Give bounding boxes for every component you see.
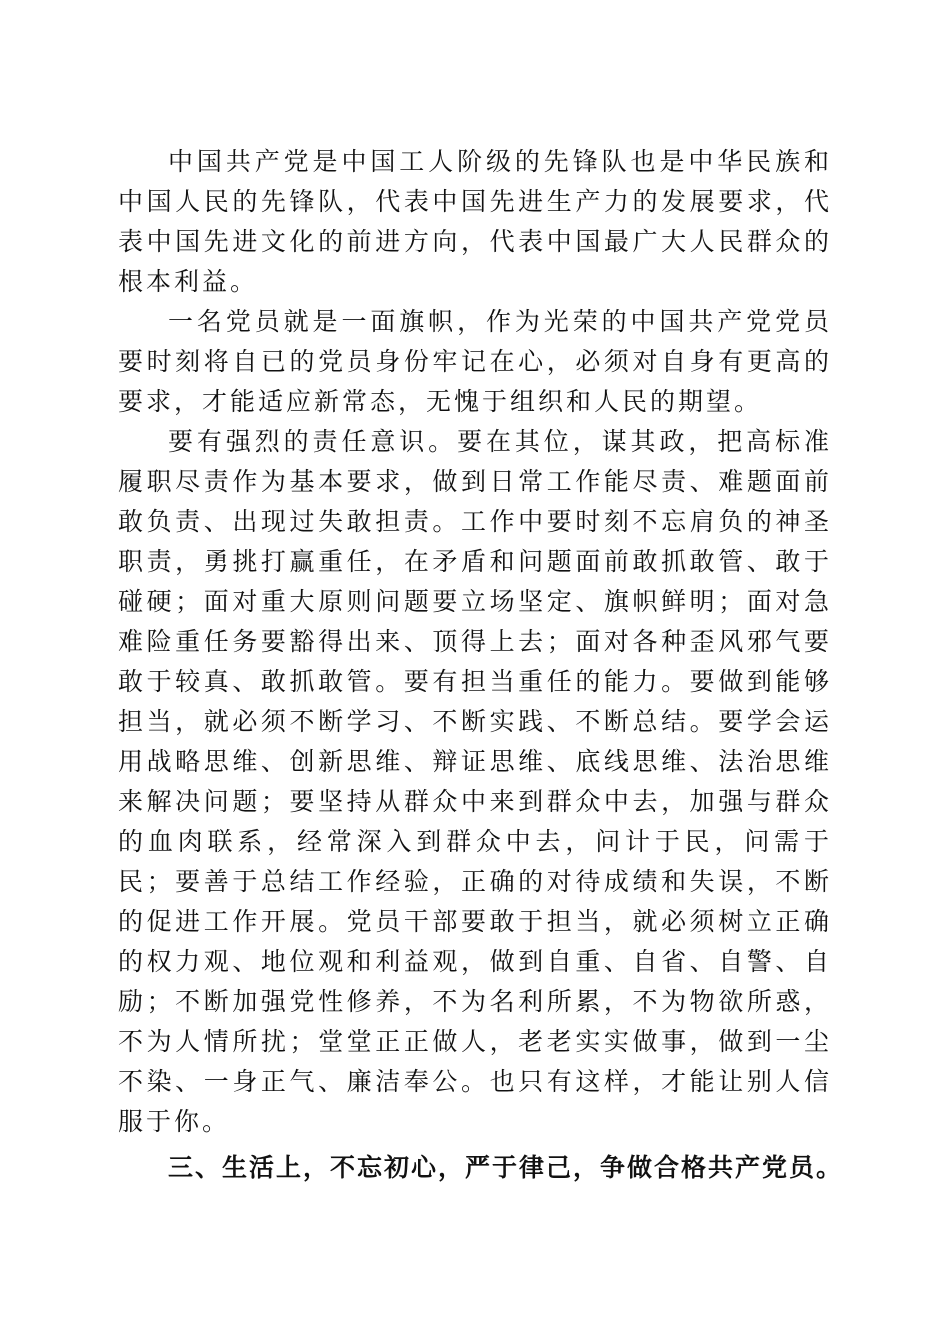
paragraph-responsibility: 要有强烈的责任意识。要在其位，谋其政，把高标准履职尽责作为基本要求，做到日常工作能尽责、难题面前敢负责、出现过失敢担责。工作中要时刻不忘肩负的神圣职责，勇挑打赢重任，在矛盾和问题面前敢抓敢管、敢于碰硬；面对重大原则问题要立场坚定、旗帜鲜明；面对急难险重任务要豁得出来、顶得上去；面对各种歪风邪气要敢于较真、敢抓敢管。要有担当重任的能力。要做到能够担当，就必须不断学习、不断实践、不断总结。要学会运用战略思维、创新思维、辩证思维、底线思维、法治思维来解决问题；要坚持从群众中来到群众中去，加强与群众的血肉联系，经常深入到群众中去，问计于民，问需于民；要善于总结工作经验，正确的对待成绩和失误，不断的促进工作开展。党员干部要敢于担当，就必须树立正确的权力观、地位观和利益观，做到自重、自省、自警、自励；不断加强党性修养，不为名利所累，不为物欲所惑，不为人情所扰；堂堂正正做人，老老实实做事，做到一尘不染、一身正气、廉洁奉公。也只有这样，才能让别人信服于你。 (118, 427, 832, 1136)
document-body (118, 142, 844, 1188)
section-heading-three: 三、生活上，不忘初心，严于律己，争做合格共产党员。 (168, 1153, 844, 1182)
paragraph-party-member-banner: 一名党员就是一面旗帜，作为光荣的中国共产党党员要时刻将自已的党员身份牢记在心，必须对自身有更高的要求，才能适应新常态，无愧于组织和人民的期望。 (118, 307, 832, 416)
paragraph-party-vanguard: 中国共产党是中国工人阶级的先锋队也是中华民族和中国人民的先锋队，代表中国先进生产力的发展要求，代表中国先进文化的前进方向，代表中国最广大人民群众的根本利益。 (118, 147, 832, 296)
